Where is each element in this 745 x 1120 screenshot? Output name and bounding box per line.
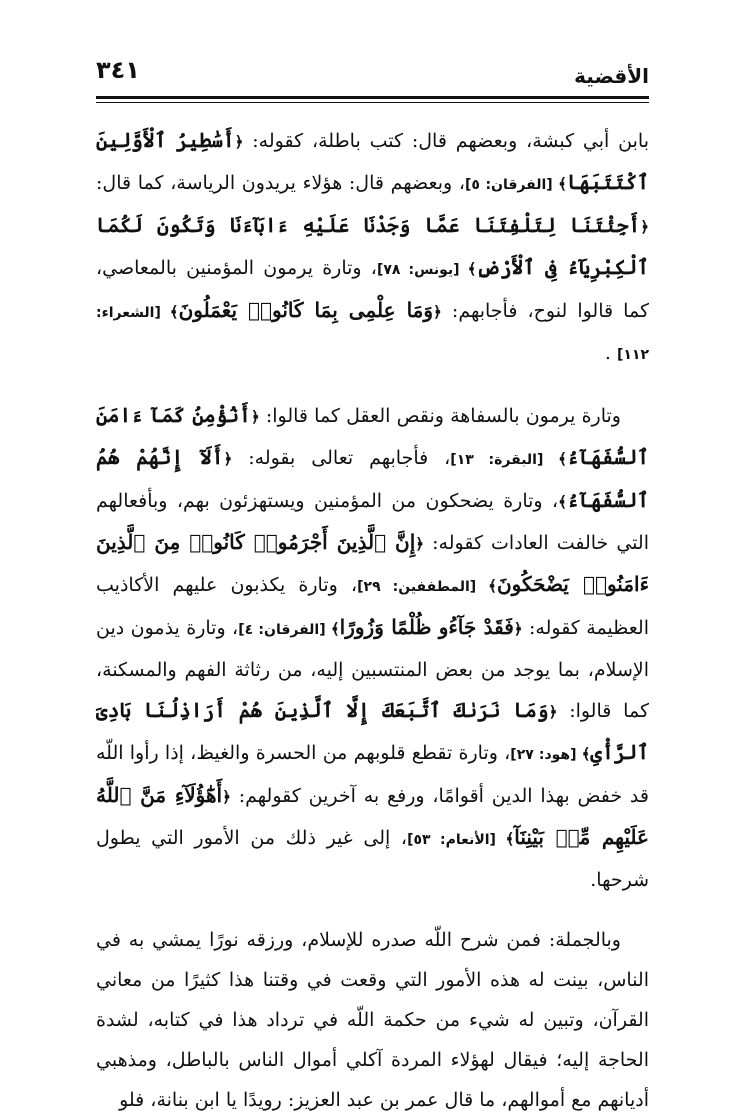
body-text-run: ، فأجابهم تعالى بقوله: [232,447,451,469]
body-text-run: وبالجملة: فمن شرح اللّه صدره للإسلام، ورزقه نورًا يمشي به في الناس، بينت له هذه الأمور التي وقعت في وقتنا هذا كثيرًا من معاني القرآن، وتبين له شيء من حكمة اللّه في ترداد هذا في كتابه، لشدة الحاجة إليه؛ فيقال لهؤلاء المردة آكلي أموال الناس بالباطل، ومذهبي أديانهم مع أموالهم، ما قال عمر بن عبد العزيز: رويدًا يا ابن بنانة، فلو [96,929,649,1111]
body-text-run: وتارة يرمون بالسفاهة ونقص العقل كما قالوا: [259,405,621,427]
body-text-run: ، وتارة يذمون دين الإسلام، بما يوجد من بعض المنتسبين إليه، من رثاثة الفهم والمسكنة، كما قالوا: [96,617,649,722]
verse-bracket: ﴾ [558,493,567,511]
body-text-run: ، وتارة تقطع قلوبهم من الحسرة والغيظ، إذا رأوا اللّه قد خفض بهذا الدين أقوامًا، ورفع به آخرين كقولهم: [96,742,649,807]
verse-reference: [الشعراء: ١١٢] [96,305,649,363]
body-text-run: ، وتارة يضحكون من المؤمنين ويستهزئون بهم، وبأفعالهم التي خالفت العادات كقوله: [96,490,649,554]
body-text-run: ، وتارة يكذبون عليهم الأكاذيب العظيمة كقوله: [96,574,649,639]
body-text-run: ، وبعضهم قال: هؤلاء يريدون الرياسة، كما قال: [96,172,465,194]
body-text-run: . [604,342,617,364]
verse-bracket: ﴾ [467,260,477,278]
header-rule-thin [96,102,649,103]
verse-reference: [الأنعام: ٥٣] [407,832,506,848]
page-number: ٣٤١ [96,56,140,84]
quran-verse: فَقَدْ جَآءُو ظُلْمًا وَزُورًا [339,615,514,639]
quran-verse: إِنَّ ٱلَّذِينَ أَجْرَمُوا۟ كَانُوا۟ مِنَ ٱلَّذِينَ ءَامَنُوا۟ يَضْحَكُونَ [96,530,649,596]
verse-reference: [الفرقان: ٤] [238,622,331,638]
verse-reference: [الفرقان: ٥] [464,177,559,193]
verse-bracket: ﴿ [548,703,558,721]
verse-bracket: ﴿ [223,450,233,468]
quran-verse: أَلَآ إِنَّهُمْ هُمُ ٱلسُّفَهَآءُ [96,445,649,512]
paragraph [96,920,649,1120]
verse-bracket: ﴾ [169,303,179,321]
verse-bracket: ﴾ [558,450,567,468]
section-title: الأقضية [574,64,649,88]
header-rule-thick [96,96,649,99]
verse-bracket: ﴿ [513,620,523,638]
verse-reference: [المطففين: ٢٩] [357,579,489,595]
verse-reference: [هود: ٢٧] [510,747,582,763]
body-text-run: ، إلى غير ذلك من الأمور التي يطول شرحها. [96,827,649,891]
verse-bracket: ﴿ [640,218,649,236]
paragraph [96,120,649,375]
verse-reference: [البقرة: ١٣] [450,452,559,468]
quran-verse: أَسَٰطِيرُ ٱلْأَوَّلِينَ ٱكْتَتَبَهَا [96,128,649,194]
body-text [96,120,649,1120]
quran-verse: أَهَٰٓؤُلَآءِ مَنَّ ٱللَّهُ عَلَيْهِم مِّنۢ بَيْنِنَآ [96,783,649,849]
body-text-run: بابن أبي كبشة، وبعضهم قال: كتب باطلة، كقوله: [243,130,649,152]
verse-bracket: ﴾ [581,745,591,763]
verse-bracket: ﴿ [415,535,425,553]
verse-bracket: ﴾ [488,577,497,595]
paragraph [96,395,649,900]
verse-bracket: ﴾ [505,830,515,848]
verse-bracket: ﴾ [330,620,340,638]
quran-verse: وَمَا نَرَىٰكَ ٱتَّبَعَكَ إِلَّا ٱلَّذِينَ هُمْ أَرَاذِلُنَا بَادِىَ ٱلرَّأْىِ [96,698,649,764]
running-head [96,56,649,92]
body-text-run: ، وتارة يرمون المؤمنين بالمعاصي، كما قالوا لنوح، فأجابهم: [96,257,649,322]
verse-reference: [يونس: ٧٨] [376,262,468,278]
verse-bracket: ﴿ [234,133,244,151]
verse-bracket: ﴾ [558,175,567,193]
verse-bracket: ﴿ [222,788,231,806]
quran-verse: أَجِئْتَنَا لِتَلْفِتَنَا عَمَّا وَجَدْنَا عَلَيْهِ ءَابَآءَنَا وَتَكُونَ لَكُمَا ٱلْكِبْرِيَآءُ فِى ٱلْأَرْضِ [96,213,649,279]
quran-verse: أَنُؤْمِنُ كَمَآ ءَامَنَ ٱلسُّفَهَآءُ [96,403,649,469]
verse-bracket: ﴿ [433,303,442,321]
quran-verse: وَمَا عِلْمِى بِمَا كَانُوا۟ يَعْمَلُونَ [178,298,434,322]
verse-bracket: ﴿ [250,408,260,426]
